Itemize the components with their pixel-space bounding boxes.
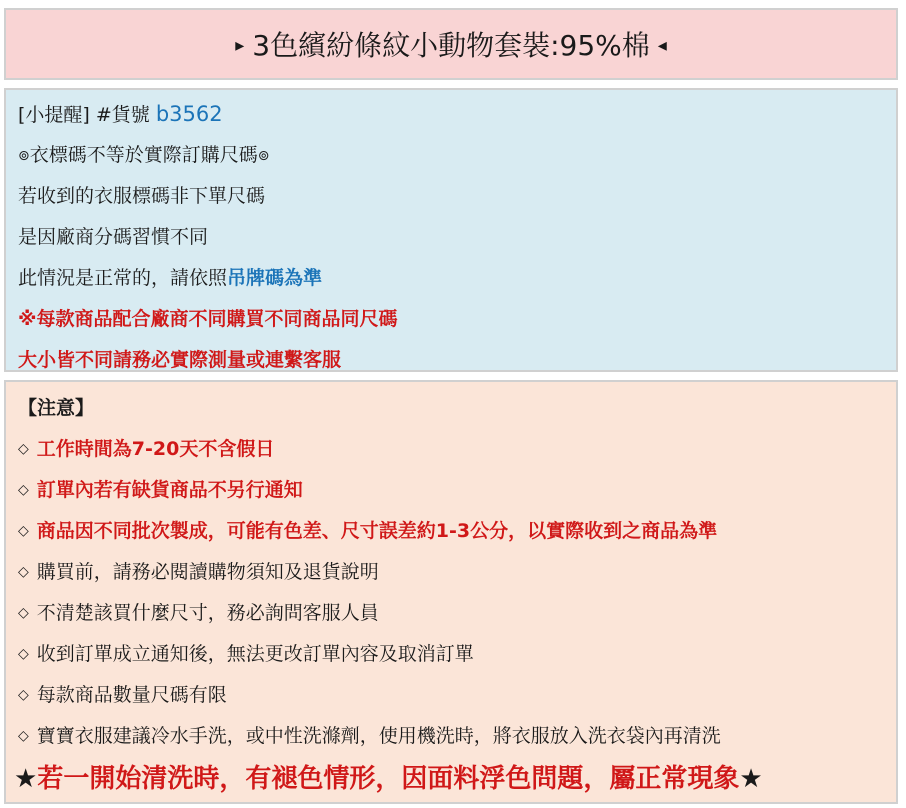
item-code: b3562 <box>155 102 223 126</box>
info-line-6: ※每款商品配合廠商不同購買不同商品同尺碼 <box>18 308 398 330</box>
triangle-left-icon: ◂ <box>657 34 667 56</box>
diamond-bullet-icon: ◇ <box>18 646 29 662</box>
info-line-5 <box>18 258 896 299</box>
info-line-7: 大小皆不同請務必實際測量或連繫客服 <box>18 349 342 371</box>
list-item: ◇ 收到訂單成立通知後，無法更改訂單內容及取消訂單 <box>18 643 474 665</box>
reminder-line <box>18 94 896 135</box>
star-icon: ★ <box>14 764 38 794</box>
list-item: ◇ 不清楚該買什麼尺寸，務必詢問客服人員 <box>18 602 379 624</box>
list-item: ◇ 商品因不同批次製成，可能有色差、尺寸誤差約1-3公分，以實際收到之商品為準 <box>18 520 718 542</box>
triangle-right-icon: ▸ <box>235 34 245 56</box>
star-icon: ★ <box>739 764 763 794</box>
diamond-bullet-icon: ◇ <box>18 441 29 457</box>
reminder-label: [小提醒] #貨號 <box>18 104 156 126</box>
list-item: ◇ 工作時間為7-20天不含假日 <box>18 438 275 460</box>
diamond-bullet-icon: ◇ <box>18 728 29 744</box>
list-item: ◇ 訂單內若有缺貨商品不另行通知 <box>18 479 303 501</box>
title-banner <box>4 8 898 80</box>
washing-warning-text: 若一開始清洗時，有褪色情形，因面料浮色問題，屬正常現象 <box>37 764 740 794</box>
ring-icon: ⊚ <box>257 148 270 164</box>
info-line-4: 是因廠商分碼習慣不同 <box>18 226 209 248</box>
reminder-panel <box>4 88 898 372</box>
info-line-5-prefix: 此情況是正常的，請依照 <box>18 267 228 289</box>
list-item: ◇ 寶寶衣服建議冷水手洗，或中性洗滌劑，使用機洗時，將衣服放入洗衣袋內再清洗 <box>18 725 721 747</box>
size-label-text: 衣標碼不等於實際訂購尺碼 <box>29 144 258 166</box>
washing-warning <box>14 757 896 801</box>
ring-icon: ⊚ <box>18 148 30 164</box>
list-item: ◇ 每款商品數量尺碼有限 <box>18 684 227 706</box>
info-line-3: 若收到的衣服標碼非下單尺碼 <box>18 185 266 207</box>
tag-size-highlight: 吊牌碼為準 <box>227 267 323 289</box>
notice-header: 【注意】 <box>18 397 95 419</box>
diamond-bullet-icon: ◇ <box>18 564 29 580</box>
diamond-bullet-icon: ◇ <box>18 523 29 539</box>
diamond-bullet-icon: ◇ <box>18 687 29 703</box>
notice-panel <box>4 380 898 804</box>
diamond-bullet-icon: ◇ <box>18 605 29 621</box>
diamond-bullet-icon: ◇ <box>18 482 29 498</box>
size-label-note <box>18 135 896 176</box>
product-title: 3色繽紛條紋小動物套裝:95%棉 <box>252 29 650 62</box>
list-item: ◇ 購買前，請務必閱讀購物須知及退貨說明 <box>18 561 379 583</box>
